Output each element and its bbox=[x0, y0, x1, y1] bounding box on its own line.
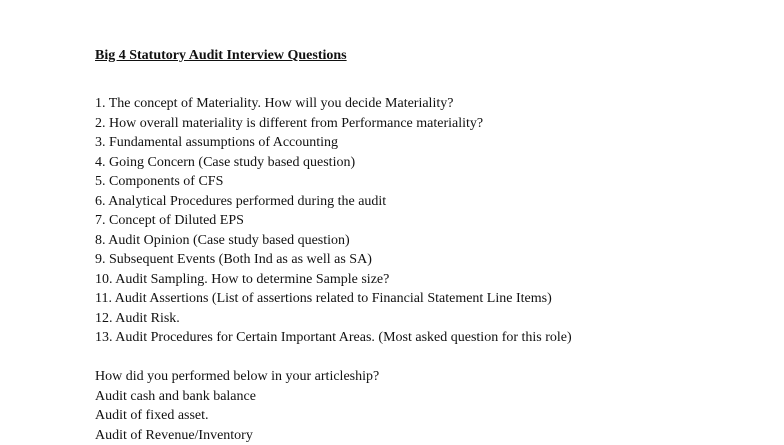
list-item: 6. Analytical Procedures performed during the audit bbox=[95, 192, 765, 212]
articleship-question: How did you performed below in your articleship? bbox=[95, 367, 765, 387]
list-item: 12. Audit Risk. bbox=[95, 309, 765, 329]
list-item: 13. Audit Procedures for Certain Important Areas. (Most asked question for this role) bbox=[95, 328, 765, 348]
list-item: Audit of Revenue/Inventory bbox=[95, 426, 765, 445]
question-list bbox=[95, 94, 765, 348]
document-page bbox=[95, 46, 765, 445]
list-item: Audit cash and bank balance bbox=[95, 387, 765, 407]
list-item: Audit of fixed asset. bbox=[95, 406, 765, 426]
list-item: 1. The concept of Materiality. How will you decide Materiality? bbox=[95, 94, 765, 114]
list-item: 8. Audit Opinion (Case study based question) bbox=[95, 231, 765, 251]
list-item: 5. Components of CFS bbox=[95, 172, 765, 192]
articleship-section bbox=[95, 367, 765, 445]
list-item: 2. How overall materiality is different from Performance materiality? bbox=[95, 114, 765, 134]
list-item: 10. Audit Sampling. How to determine Sample size? bbox=[95, 270, 765, 290]
list-item: 4. Going Concern (Case study based question) bbox=[95, 153, 765, 173]
list-item: 3. Fundamental assumptions of Accounting bbox=[95, 133, 765, 153]
list-item: 7. Concept of Diluted EPS bbox=[95, 211, 765, 231]
list-item: 9. Subsequent Events (Both Ind as as well as SA) bbox=[95, 250, 765, 270]
document-title: Big 4 Statutory Audit Interview Questions bbox=[95, 46, 765, 65]
list-item: 11. Audit Assertions (List of assertions related to Financial Statement Line Items) bbox=[95, 289, 765, 309]
